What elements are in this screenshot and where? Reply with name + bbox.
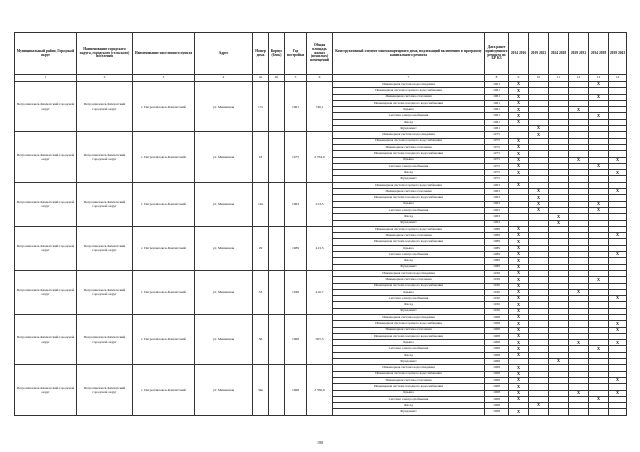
year-built-cell: 1963 [285, 182, 307, 226]
period-mark-cell [589, 409, 609, 415]
element-cell: Инженерная система холодного водоснабжения [333, 195, 485, 201]
element-cell: Крыша [333, 340, 485, 346]
house-number-cell: 36 [253, 314, 269, 364]
element-cell: Крыша [333, 245, 485, 251]
date-cell: 1968 [485, 365, 509, 371]
header-locality: Наименование населенного пункта [133, 33, 195, 75]
building-cell [269, 314, 285, 364]
header-row [15, 33, 627, 75]
period-mark-cell: X [509, 371, 529, 377]
element-cell: Инженерная система водоотведения [333, 314, 485, 320]
date-cell: 1968 [485, 384, 509, 390]
capital-repair-table [14, 32, 627, 416]
element-cell: Инженерная система водоотведения [333, 132, 485, 138]
element-cell: Фасад [333, 258, 485, 264]
period-mark-cell: X [509, 321, 529, 327]
element-cell: Инженерная система горячего водоснабжения [333, 182, 485, 188]
period-mark-cell: X [569, 107, 589, 113]
period-mark-cell: X [509, 138, 529, 144]
date-cell: 1975 [485, 176, 509, 182]
element-cell: Фундамент [333, 264, 485, 270]
column-number: 3 [133, 75, 195, 82]
period-mark-cell: X [509, 390, 529, 396]
column-number: 12 [569, 75, 589, 82]
building-cell [269, 182, 285, 226]
locality-cell: г. Петропавловск-Камчатский [133, 82, 195, 132]
street-cell: ул. Мишенная [195, 270, 253, 314]
street-cell: ул. Мишенная [195, 314, 253, 364]
period-mark-cell: X [509, 409, 529, 415]
settlement-cell: Петропавловск-Камчатский городской округ [77, 226, 133, 270]
element-cell: Фасад [333, 352, 485, 358]
date-cell: 1961 [485, 100, 509, 106]
area-cell: 213,5 [307, 182, 333, 226]
header-period-2: 2019 2023 [529, 33, 549, 75]
year-built-cell: 1961 [285, 82, 307, 132]
header-element: Конструктивный элемент многоквартирного дома, подлежащий включению в программу капитального ремонта [333, 33, 485, 75]
date-cell: 1961 [485, 88, 509, 94]
date-cell: 1968 [485, 346, 509, 352]
period-mark-cell: X [509, 82, 529, 88]
period-mark-cell: X [509, 289, 529, 295]
period-mark-cell: X [609, 296, 627, 302]
header-house-number: Номер дома [253, 33, 269, 75]
district-cell: Петропавловск-Камчатский городской округ [15, 182, 77, 226]
column-number: 9 [509, 75, 529, 82]
date-cell: 1968 [485, 390, 509, 396]
year-built-cell: 1968 [285, 314, 307, 364]
period-mark-cell: X [509, 157, 529, 163]
column-number-row [15, 75, 627, 82]
element-cell: Инженерная система горячего водоснабжения [333, 321, 485, 327]
date-cell: 1989 [485, 233, 509, 239]
period-mark-cell: X [509, 163, 529, 169]
element-cell: Система электроснабжения [333, 252, 485, 258]
building-cell [269, 226, 285, 270]
period-mark-cell: X [529, 195, 549, 201]
element-cell: Инженерная система холодного водоснабжения [333, 283, 485, 289]
date-cell: 1968 [485, 377, 509, 383]
element-cell: Система электроснабжения [333, 296, 485, 302]
date-cell: 1968 [485, 333, 509, 339]
date-cell: 1968 [485, 327, 509, 333]
period-mark-cell: X [609, 321, 627, 327]
element-cell: Фундамент [333, 126, 485, 132]
period-mark-cell: X [549, 220, 569, 226]
period-mark-cell: X [509, 283, 529, 289]
element-cell: Инженерная система отопления [333, 189, 485, 195]
element-cell: Крыша [333, 107, 485, 113]
element-cell: Система электроснабжения [333, 207, 485, 213]
element-cell: Фундамент [333, 359, 485, 365]
locality-cell: г. Петропавловск-Камчатский [133, 132, 195, 182]
column-number: 14 [609, 75, 627, 82]
house-number-cell: 18 [253, 132, 269, 182]
element-cell: Инженерная система отопления [333, 94, 485, 100]
period-mark-cell: X [509, 170, 529, 176]
period-mark-cell: X [509, 384, 529, 390]
date-cell: 1936 [485, 270, 509, 276]
building-cell [269, 132, 285, 182]
period-mark-cell: X [609, 377, 627, 383]
element-cell: Фундамент [333, 409, 485, 415]
period-mark-cell: X [509, 333, 529, 339]
date-cell: 1968 [485, 321, 509, 327]
period-mark-cell: X [509, 346, 529, 352]
header-period-4: 2029 2033 [569, 33, 589, 75]
date-cell: 1989 [485, 264, 509, 270]
date-cell: 1975 [485, 151, 509, 157]
period-mark-cell: X [509, 258, 529, 264]
period-mark-cell: X [549, 214, 569, 220]
street-cell: ул. Мишенная [195, 132, 253, 182]
header-settlement: Наименование городского округа, городского (сельского) поселения [77, 33, 133, 75]
period-mark-cell: X [509, 113, 529, 119]
street-cell: ул. Мишенная [195, 82, 253, 132]
element-cell: Система электроснабжения [333, 346, 485, 352]
column-number: 5 [285, 75, 307, 82]
period-mark-cell: X [509, 302, 529, 308]
element-cell: Инженерная система водоотведения [333, 82, 485, 88]
header-period-6: 2039 2043 [609, 33, 627, 75]
period-mark-cell: X [509, 151, 529, 157]
period-mark-cell: X [509, 100, 529, 106]
table-body [15, 82, 627, 416]
date-cell: 1961 [485, 82, 509, 88]
period-mark-cell: X [609, 252, 627, 258]
element-cell: Инженерная система холодного водоснабжения [333, 384, 485, 390]
settlement-cell: Петропавловск-Камчатский городской округ [77, 182, 133, 226]
period-mark-cell: X [509, 308, 529, 314]
date-cell: 1936 [485, 283, 509, 289]
street-cell: ул. Мишенная [195, 365, 253, 415]
period-mark-cell: X [589, 201, 609, 207]
locality-cell: г. Петропавловск-Камчатский [133, 182, 195, 226]
date-cell: 1989 [485, 252, 509, 258]
house-number-cell: 19а [253, 182, 269, 226]
locality-cell: г. Петропавловск-Камчатский [133, 226, 195, 270]
settlement-cell: Петропавловск-Камчатский городской округ [77, 314, 133, 364]
date-cell: 1961 [485, 119, 509, 125]
element-cell: Крыша [333, 289, 485, 295]
element-cell: Фасад [333, 403, 485, 409]
period-mark-cell: X [509, 226, 529, 232]
element-cell: Крыша [333, 201, 485, 207]
date-cell: 1989 [485, 239, 509, 245]
header-building: Корпус (блок) [269, 33, 285, 75]
period-mark-cell: X [509, 296, 529, 302]
date-cell: 1963 [485, 182, 509, 188]
date-cell: 1968 [485, 314, 509, 320]
period-mark-cell: X [589, 82, 609, 88]
column-number: 6 [307, 75, 333, 82]
date-cell: 1968 [485, 396, 509, 402]
date-cell: 1961 [485, 113, 509, 119]
date-cell: 1963 [485, 207, 509, 213]
district-cell: Петропавловск-Камчатский городской округ [15, 226, 77, 270]
period-mark-cell: X [509, 277, 529, 283]
area-cell: 2 704,0 [307, 132, 333, 182]
period-mark-cell: X [509, 340, 529, 346]
header-district: Муниципальный район, Городской округ [15, 33, 77, 75]
date-cell: 1963 [485, 214, 509, 220]
period-mark-cell: X [509, 314, 529, 320]
period-mark-cell: X [609, 170, 627, 176]
date-cell: 1975 [485, 132, 509, 138]
district-cell: Петропавловск-Камчатский городской округ [15, 132, 77, 182]
area-cell: 746,1 [307, 82, 333, 132]
period-mark-cell: X [589, 346, 609, 352]
element-cell: Фасад [333, 214, 485, 220]
settlement-cell: Петропавловск-Камчатский городской округ [77, 82, 133, 132]
period-mark-cell: X [529, 403, 549, 409]
building-cell [269, 82, 285, 132]
date-cell: 1989 [485, 258, 509, 264]
date-cell: 1936 [485, 308, 509, 314]
period-mark-cell: X [509, 245, 529, 251]
date-cell: 1961 [485, 107, 509, 113]
column-number: 10 [529, 75, 549, 82]
element-cell: Фасад [333, 170, 485, 176]
district-cell: Петропавловск-Камчатский городской округ [15, 314, 77, 364]
period-mark-cell: X [509, 396, 529, 402]
period-mark-cell: X [509, 252, 529, 258]
period-mark-cell [609, 409, 627, 415]
date-cell: 1963 [485, 201, 509, 207]
element-cell: Инженерная система холодного водоснабжения [333, 239, 485, 245]
period-mark-cell: X [609, 233, 627, 239]
street-cell: ул. Мишенная [195, 226, 253, 270]
header-area: Общая площадь жилых (нежилых) помещений [307, 33, 333, 75]
date-cell: 1989 [485, 226, 509, 232]
district-cell: Петропавловск-Камчатский городской округ [15, 365, 77, 415]
period-mark-cell [549, 409, 569, 415]
element-cell: Инженерная система горячего водоснабжения [333, 138, 485, 144]
period-mark-cell: X [549, 359, 569, 365]
date-cell: 1963 [485, 195, 509, 201]
period-mark-cell: X [509, 365, 529, 371]
area-cell: 505,3 [307, 314, 333, 364]
date-cell: 1975 [485, 138, 509, 144]
date-cell: 1989 [485, 245, 509, 251]
locality-cell: г. Петропавловск-Камчатский [133, 314, 195, 364]
period-mark-cell: X [509, 107, 529, 113]
building-cell [269, 365, 285, 415]
period-mark-cell: X [509, 144, 529, 150]
column-number: 2 [77, 75, 133, 82]
element-cell: Фундамент [333, 176, 485, 182]
column-number: 8 [485, 75, 509, 82]
period-mark-cell: X [589, 396, 609, 402]
period-mark-cell: X [589, 163, 609, 169]
element-cell: Фасад [333, 302, 485, 308]
period-mark-cell: X [609, 340, 627, 346]
element-cell: Крыша [333, 157, 485, 163]
date-cell: 1968 [485, 352, 509, 358]
column-number: 7 [333, 75, 485, 82]
year-built-cell: 1968 [285, 365, 307, 415]
header-period-5: 2034 2038 [589, 33, 609, 75]
period-mark-cell: X [509, 264, 529, 270]
date-cell: 1968 [485, 371, 509, 377]
element-cell: Инженерная система холодного водоснабжения [333, 151, 485, 157]
year-built-cell: 1989 [285, 226, 307, 270]
area-cell: 410,7 [307, 270, 333, 314]
date-cell: 1968 [485, 403, 509, 409]
element-cell: Инженерная система отопления [333, 327, 485, 333]
column-number: 4 [195, 75, 253, 82]
period-mark-cell: X [569, 157, 589, 163]
date-cell: 1975 [485, 170, 509, 176]
column-number: 4б [269, 75, 285, 82]
date-cell: 1963 [485, 189, 509, 195]
building-cell [269, 270, 285, 314]
settlement-cell: Петропавловск-Камчатский городской округ [77, 270, 133, 314]
area-cell: 413,3 [307, 226, 333, 270]
page-number: 198 [317, 440, 323, 445]
period-mark-cell: X [609, 157, 627, 163]
period-mark-cell: X [509, 88, 529, 94]
period-mark-cell: X [569, 289, 589, 295]
house-number-cell: 29 [253, 226, 269, 270]
period-mark-cell: X [509, 239, 529, 245]
date-cell: 1968 [485, 340, 509, 346]
date-cell: 1968 [485, 409, 509, 415]
period-mark-cell: X [509, 327, 529, 333]
element-cell: Инженерная система отопления [333, 233, 485, 239]
period-mark-cell: X [509, 352, 529, 358]
element-cell: Инженерная система холодного водоснабжения [333, 100, 485, 106]
period-mark-cell: X [509, 270, 529, 276]
date-cell: 1975 [485, 163, 509, 169]
element-cell: Инженерная система отопления [333, 277, 485, 283]
area-cell: 2 330,0 [307, 365, 333, 415]
settlement-cell: Петропавловск-Камчатский городской округ [77, 365, 133, 415]
year-built-cell: 1936 [285, 270, 307, 314]
period-mark-cell: X [589, 113, 609, 119]
period-mark-cell: X [509, 94, 529, 100]
locality-cell: г. Петропавловск-Камчатский [133, 270, 195, 314]
street-cell: ул. Мишенная [195, 182, 253, 226]
column-number: 4а [253, 75, 269, 82]
date-cell: 1968 [485, 359, 509, 365]
date-cell: 1936 [485, 296, 509, 302]
date-cell: 1975 [485, 144, 509, 150]
date-cell: 1961 [485, 126, 509, 132]
header-period-1: 2014 2016 [509, 33, 529, 75]
element-cell: Фундамент [333, 220, 485, 226]
element-cell: Инженерная система горячего водоснабжения [333, 226, 485, 232]
element-cell: Крыша [333, 390, 485, 396]
element-cell: Система электроснабжения [333, 396, 485, 402]
element-cell: Фасад [333, 119, 485, 125]
column-number: 11 [549, 75, 569, 82]
house-number-cell: 36а [253, 365, 269, 415]
capital-repair-table-container [14, 32, 626, 416]
period-mark-cell: X [609, 327, 627, 333]
element-cell: Инженерная система горячего водоснабжения [333, 88, 485, 94]
header-inclusion-date: Дата ранее проведенного ремонта по БР КЗ [485, 33, 509, 75]
period-mark-cell: X [569, 390, 589, 396]
element-cell: Система электроснабжения [333, 113, 485, 119]
period-mark-cell: X [569, 340, 589, 346]
date-cell: 1961 [485, 94, 509, 100]
element-cell: Инженерная система отопления [333, 144, 485, 150]
locality-cell: г. Петропавловск-Камчатский [133, 365, 195, 415]
period-mark-cell: X [529, 201, 549, 207]
house-number-cell: 17а [253, 82, 269, 132]
period-mark-cell: X [529, 189, 549, 195]
date-cell: 1936 [485, 289, 509, 295]
period-mark-cell: X [589, 94, 609, 100]
period-mark-cell: X [529, 132, 549, 138]
settlement-cell: Петропавловск-Камчатский городской округ [77, 132, 133, 182]
period-mark-cell: X [509, 233, 529, 239]
period-mark-cell: X [609, 390, 627, 396]
element-cell: Фундамент [333, 308, 485, 314]
date-cell: 1936 [485, 277, 509, 283]
element-cell: Система электроснабжения [333, 163, 485, 169]
period-mark-cell: X [529, 126, 549, 132]
period-mark-cell [529, 409, 549, 415]
period-mark-cell: X [589, 277, 609, 283]
element-cell: Инженерная система горячего водоснабжения [333, 371, 485, 377]
column-number: 13 [589, 75, 609, 82]
element-cell: Инженерная система водоотведения [333, 270, 485, 276]
period-mark-cell: X [509, 119, 529, 125]
element-cell: Инженерная система водоотведения [333, 365, 485, 371]
element-cell: Инженерная система отопления [333, 377, 485, 383]
period-mark-cell: X [609, 189, 627, 195]
date-cell: 1975 [485, 157, 509, 163]
header-period-3: 2024 2028 [549, 33, 569, 75]
header-address: Адрес [195, 33, 253, 75]
period-mark-cell: X [589, 207, 609, 213]
element-cell: Инженерная система холодного водоснабжения [333, 333, 485, 339]
year-built-cell: 1975 [285, 132, 307, 182]
period-mark-cell: X [509, 377, 529, 383]
column-number: 1 [15, 75, 77, 82]
period-mark-cell: X [509, 182, 529, 188]
period-mark-cell [569, 409, 589, 415]
house-number-cell: 33 [253, 270, 269, 314]
period-mark-cell: X [529, 207, 549, 213]
date-cell: 1963 [485, 220, 509, 226]
header-year: Год постройки [285, 33, 307, 75]
district-cell: Петропавловск-Камчатский городской округ [15, 270, 77, 314]
date-cell: 1936 [485, 302, 509, 308]
district-cell: Петропавловск-Камчатский городской округ [15, 82, 77, 132]
